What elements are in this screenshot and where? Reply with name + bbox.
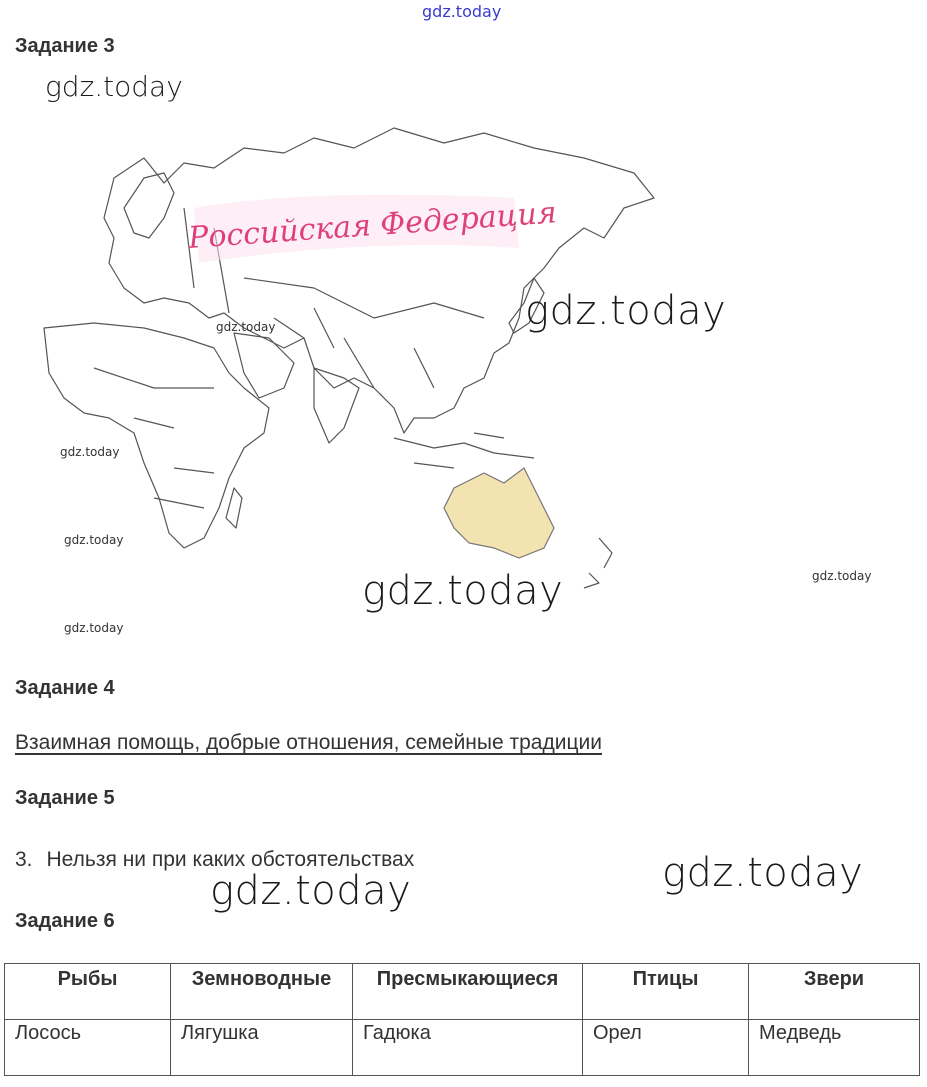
task5-answer-number: 3. bbox=[15, 848, 33, 871]
table-row bbox=[5, 1020, 920, 1076]
australia-outline bbox=[444, 468, 554, 558]
table-cell: Лягушка bbox=[171, 1020, 353, 1076]
indonesia-outline bbox=[394, 433, 534, 468]
animals-table bbox=[4, 963, 920, 1076]
task6-heading: Задание 6 bbox=[15, 910, 115, 932]
table-header-cell: Земноводные bbox=[171, 964, 353, 1020]
table-header-cell: Рыбы bbox=[5, 964, 171, 1020]
table-cell: Лосось bbox=[5, 1020, 171, 1076]
task3-heading: Задание 3 bbox=[15, 35, 115, 57]
table-header-cell: Птицы bbox=[583, 964, 749, 1020]
table-cell: Медведь bbox=[749, 1020, 920, 1076]
eurasia-outline bbox=[104, 128, 654, 433]
russia-label: Российская Федерация bbox=[187, 195, 558, 256]
task4-heading: Задание 4 bbox=[15, 677, 115, 699]
watermark: gdz.today bbox=[45, 70, 183, 103]
watermark: gdz.today bbox=[216, 320, 276, 334]
watermark: gdz.today bbox=[64, 621, 124, 635]
new-zealand-outline bbox=[584, 538, 612, 588]
watermark: gdz.today bbox=[525, 288, 727, 334]
arabia-outline bbox=[234, 333, 294, 398]
task5-heading: Задание 5 bbox=[15, 787, 115, 809]
watermark: gdz.today bbox=[812, 569, 872, 583]
table-header-cell: Звери bbox=[749, 964, 920, 1020]
task4-answer: Взаимная помощь, добрые отношения, семейные традиции bbox=[15, 731, 602, 754]
watermark: gdz.today bbox=[64, 533, 124, 547]
watermark: gdz.today bbox=[210, 868, 412, 914]
eurasia-map bbox=[14, 88, 664, 648]
table-cell: Орел bbox=[583, 1020, 749, 1076]
task5-answer-text: Нельзя ни при каких обстоятельствах bbox=[46, 848, 415, 871]
madagascar-outline bbox=[226, 488, 242, 528]
task5-answer bbox=[15, 848, 414, 872]
watermark: gdz.today bbox=[662, 850, 864, 896]
watermark-top: gdz.today bbox=[422, 2, 502, 21]
watermark: gdz.today bbox=[362, 568, 564, 614]
table-cell: Гадюка bbox=[353, 1020, 583, 1076]
table-header-cell: Пресмыкающиеся bbox=[353, 964, 583, 1020]
watermark: gdz.today bbox=[60, 445, 120, 459]
table-header-row bbox=[5, 964, 920, 1020]
africa-outline bbox=[44, 323, 269, 548]
scandinavia-outline bbox=[124, 173, 174, 238]
